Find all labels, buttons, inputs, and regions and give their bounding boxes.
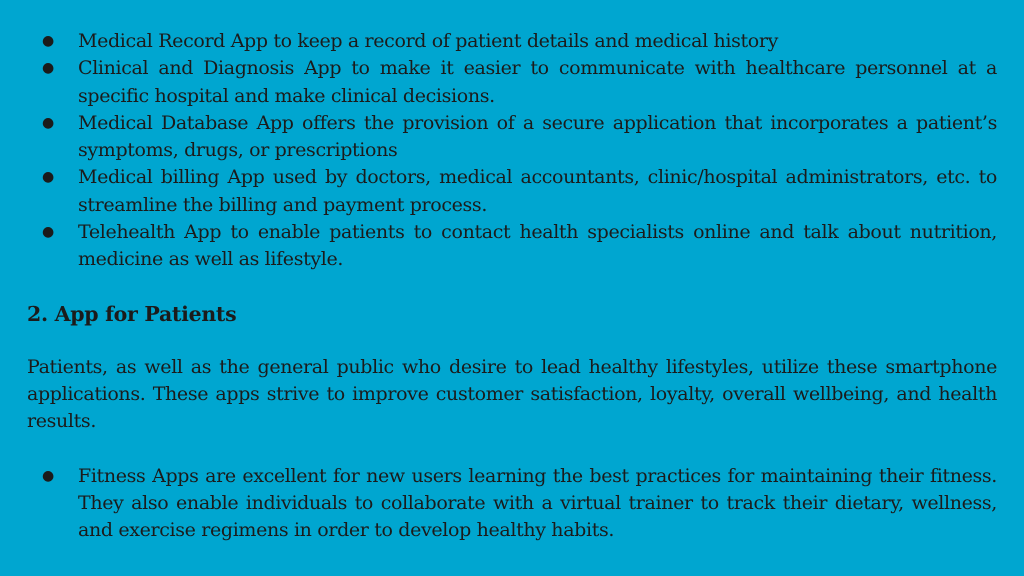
list-item bbox=[27, 110, 997, 165]
list-item-text: Fitness Apps are excellent for new users learning the best practices for maintaining their fitness. They also enable individuals to collaborate with a virtual trainer to track their dietary, wellness, and exercise regimens in order to develop healthy habits. bbox=[78, 464, 997, 542]
spacer bbox=[27, 274, 997, 300]
section-bullet-list bbox=[27, 463, 997, 545]
list-item bbox=[27, 28, 997, 55]
list-item-text: Medical billing App used by doctors, medical accountants, clinic/hospital administrators, etc. to streamline the billing and payment process. bbox=[78, 166, 997, 216]
list-item-text: Telehealth App to enable patients to contact health specialists online and talk about nutrition, medicine as well as lifestyle. bbox=[78, 221, 997, 271]
list-item bbox=[27, 55, 997, 110]
top-bullet-list bbox=[27, 28, 997, 274]
bullet-icon: ● bbox=[42, 169, 54, 186]
bullet-icon: ● bbox=[42, 467, 54, 484]
section-heading: 2. App for Patients bbox=[27, 301, 237, 326]
spacer bbox=[27, 436, 997, 463]
list-item bbox=[27, 219, 997, 274]
bullet-icon: ● bbox=[42, 60, 54, 77]
list-item bbox=[27, 164, 997, 219]
spacer bbox=[27, 328, 997, 354]
list-item-text: Medical Database App offers the provision of a secure application that incorporates a patient’s symptoms, drugs, or prescriptions bbox=[78, 111, 997, 162]
list-item bbox=[27, 463, 997, 545]
list-item-text: Clinical and Diagnosis App to make it easier to communicate with healthcare personnel at a specific hospital and make clinical decisions. bbox=[78, 57, 997, 107]
bullet-icon: ● bbox=[42, 33, 54, 49]
bullet-icon: ● bbox=[42, 114, 54, 131]
list-item-text: Medical Record App to keep a record of patient details and medical history bbox=[78, 30, 778, 52]
section-paragraph: Patients, as well as the general public who desire to lead healthy lifestyles, utilize these smartphone applications. These apps strive to improve customer satisfaction, loyalty, overall wellbeing, and health results. bbox=[27, 355, 997, 433]
bullet-icon: ● bbox=[42, 224, 54, 241]
